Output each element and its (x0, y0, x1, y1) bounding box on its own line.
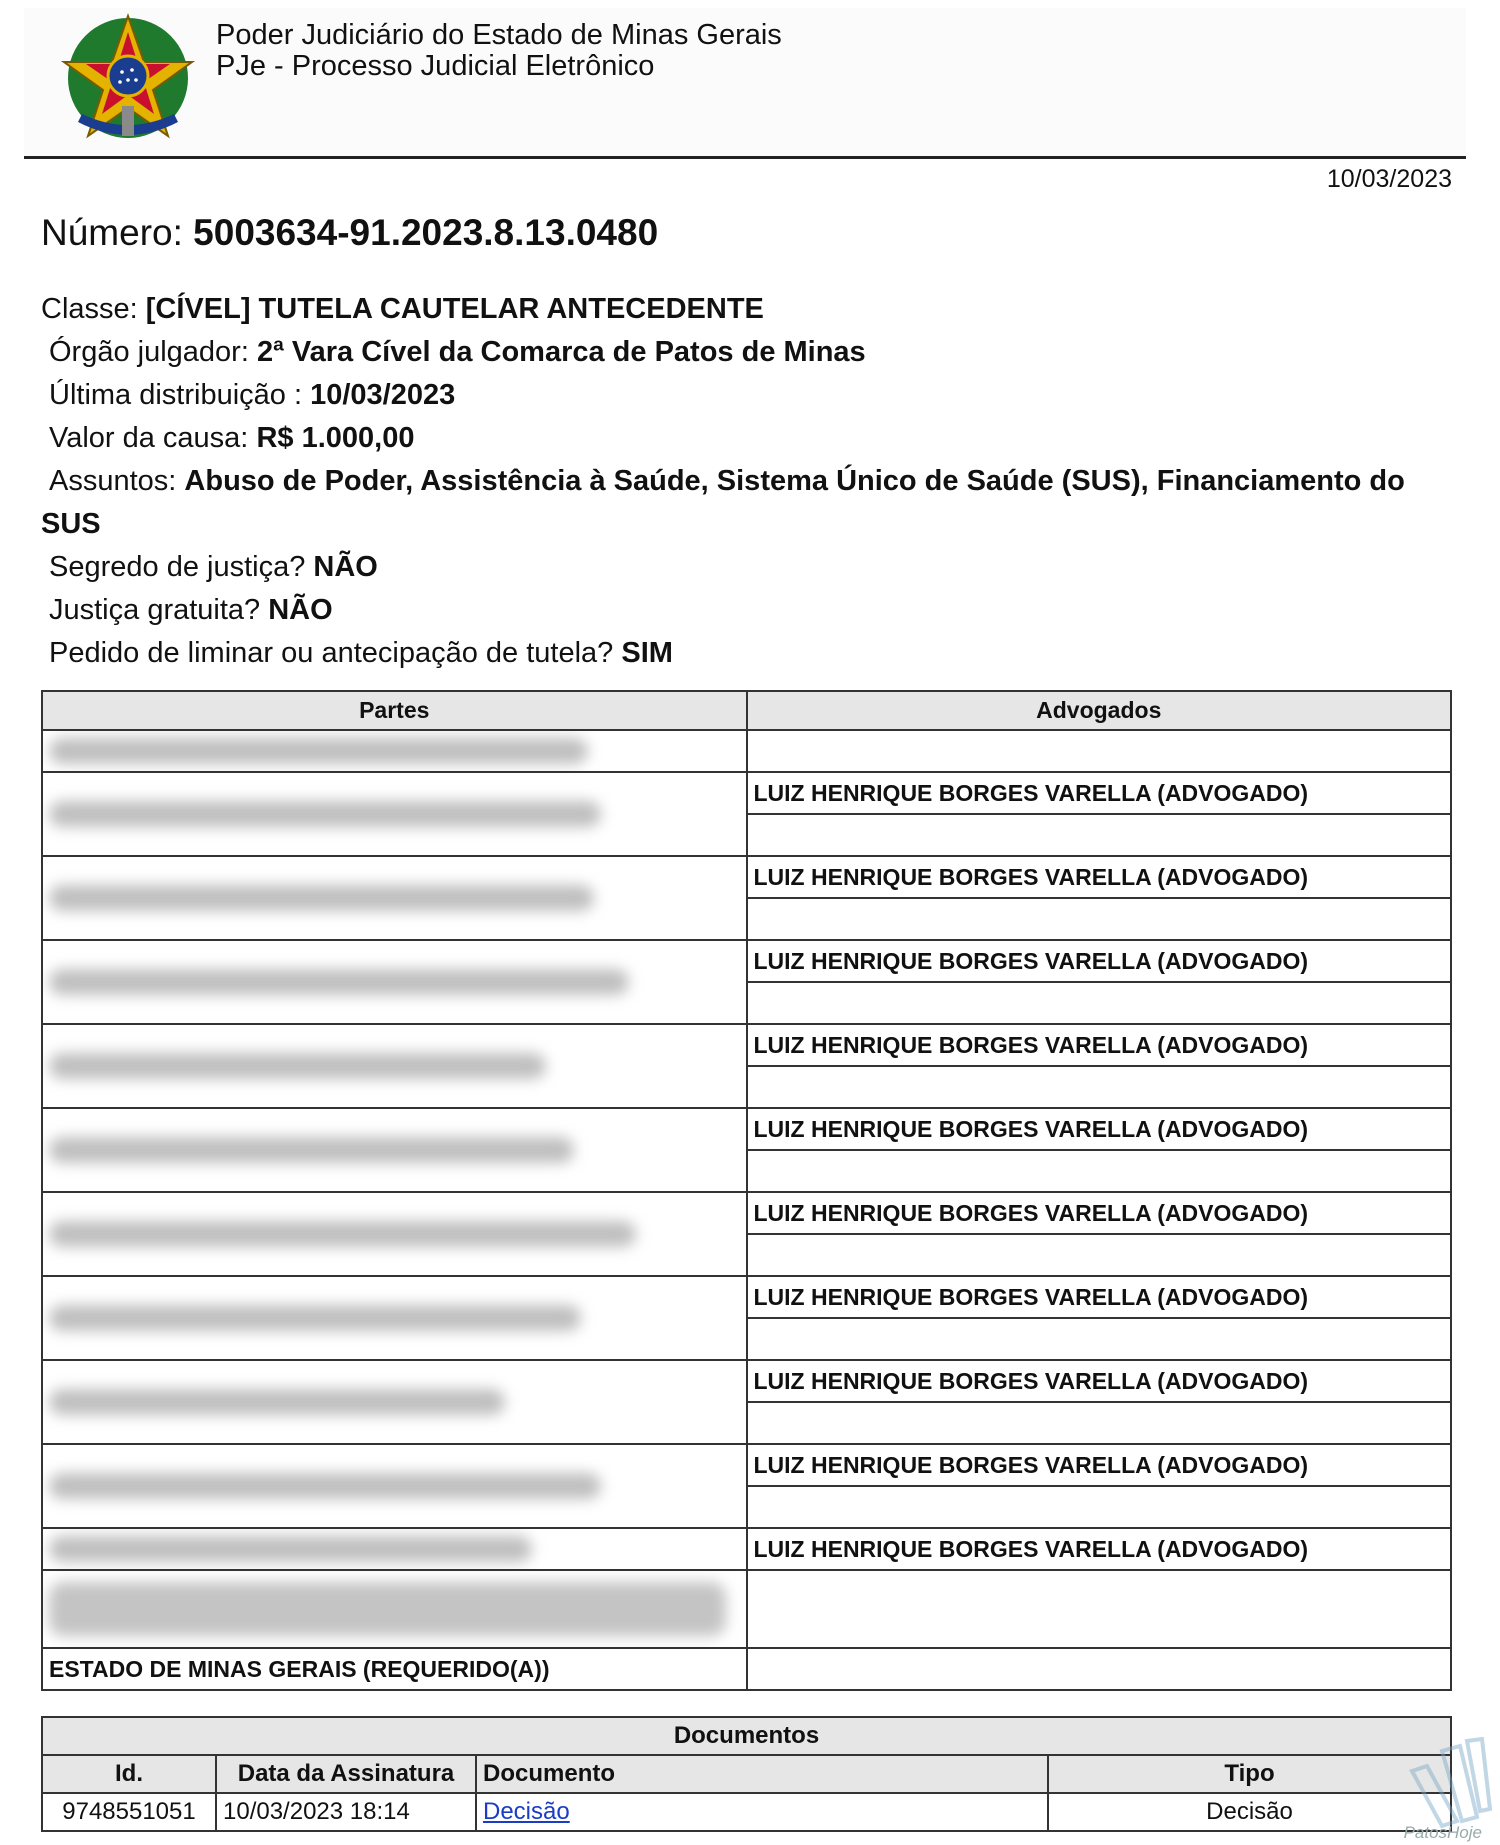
redacted-party (42, 940, 747, 1024)
table-row (42, 1360, 1451, 1402)
table-row (42, 1648, 1451, 1690)
tipo-header: Tipo (1048, 1755, 1451, 1793)
table-row (42, 1276, 1451, 1318)
advogado-cell: LUIZ HENRIQUE BORGES VARELLA (ADVOGADO) (747, 1192, 1452, 1234)
redacted-party (42, 856, 747, 940)
segredo-value: NÃO (313, 551, 378, 583)
advogado-cell: LUIZ HENRIQUE BORGES VARELLA (ADVOGADO) (747, 1528, 1452, 1570)
liminar-label: Pedido de liminar ou antecipação de tutela? (49, 637, 614, 669)
advogado-cell: LUIZ HENRIQUE BORGES VARELLA (ADVOGADO) (747, 1024, 1452, 1066)
redacted-party (42, 730, 747, 772)
id-header: Id. (42, 1755, 216, 1793)
distribuicao-value: 10/03/2023 (310, 379, 456, 411)
orgao-label: Órgão julgador: (49, 336, 249, 368)
orgao-value: 2ª Vara Cível da Comarca de Patos de Minas (256, 336, 866, 368)
advogado-cell: LUIZ HENRIQUE BORGES VARELLA (ADVOGADO) (747, 1444, 1452, 1486)
redacted-party (42, 1276, 747, 1360)
table-row (42, 1528, 1451, 1570)
table-row (42, 772, 1451, 814)
classe-label: Classe: (41, 293, 138, 325)
table-row (42, 940, 1451, 982)
advogado-cell: LUIZ HENRIQUE BORGES VARELLA (ADVOGADO) (747, 1276, 1452, 1318)
advogado-cell: LUIZ HENRIQUE BORGES VARELLA (ADVOGADO) (747, 772, 1452, 814)
brazil-coat-of-arms-icon (58, 10, 198, 150)
table-row (42, 1108, 1451, 1150)
table-row (42, 1192, 1451, 1234)
classe-value: [CÍVEL] TUTELA CAUTELAR ANTECEDENTE (145, 293, 764, 325)
documento-header: Documento (476, 1755, 1048, 1793)
page-header (24, 8, 1466, 159)
process-number-label: Número: (41, 212, 183, 253)
redacted-party (42, 1528, 747, 1570)
redacted-party (42, 1444, 747, 1528)
process-number (41, 212, 658, 254)
liminar-value: SIM (621, 637, 673, 669)
doc-tipo: Decisão (1048, 1793, 1451, 1831)
process-info (41, 288, 1461, 675)
distribuicao-label: Última distribuição : (49, 379, 303, 411)
redacted-party (42, 1024, 747, 1108)
doc-link[interactable]: Decisão (476, 1793, 1048, 1831)
party-estado-mg: ESTADO DE MINAS GERAIS (REQUERIDO(A)) (42, 1648, 747, 1690)
watermark-text: PatosHoje (1403, 1823, 1482, 1842)
gratuita-label: Justiça gratuita? (49, 594, 261, 626)
redacted-party (42, 772, 747, 856)
valor-value: R$ 1.000,00 (256, 422, 415, 454)
segredo-label: Segredo de justiça? (49, 551, 306, 583)
assuntos-value: Abuso de Poder, Assistência à Saúde, Sistema Único de Saúde (SUS), Financiamento do SUS (41, 465, 1405, 540)
table-row (42, 730, 1451, 772)
advogado-cell: LUIZ HENRIQUE BORGES VARELLA (ADVOGADO) (747, 1108, 1452, 1150)
table-row (42, 1570, 1451, 1648)
redacted-party (42, 1192, 747, 1276)
system-name: PJe - Processo Judicial Eletrônico (216, 50, 655, 82)
redacted-party (42, 1108, 747, 1192)
institution-name: Poder Judiciário do Estado de Minas Gerais (216, 19, 782, 51)
partes-table (41, 690, 1452, 1691)
doc-data: 10/03/2023 18:14 (216, 1793, 476, 1831)
doc-id: 9748551051 (42, 1793, 216, 1831)
advogado-cell: LUIZ HENRIQUE BORGES VARELLA (ADVOGADO) (747, 940, 1452, 982)
gratuita-value: NÃO (268, 594, 333, 626)
assuntos-label: Assuntos: (49, 465, 177, 497)
partes-header: Partes (42, 691, 747, 730)
advogados-header: Advogados (747, 691, 1452, 730)
documentos-table (41, 1716, 1452, 1832)
table-row (42, 1444, 1451, 1486)
advogado-cell: LUIZ HENRIQUE BORGES VARELLA (ADVOGADO) (747, 856, 1452, 898)
table-row (42, 1793, 1451, 1831)
redacted-party (42, 1360, 747, 1444)
table-row (42, 856, 1451, 898)
table-row (42, 1024, 1451, 1066)
valor-label: Valor da causa: (49, 422, 249, 454)
redacted-party (42, 1570, 747, 1648)
data-header: Data da Assinatura (216, 1755, 476, 1793)
print-date: 10/03/2023 (1326, 165, 1452, 193)
advogado-cell: LUIZ HENRIQUE BORGES VARELLA (ADVOGADO) (747, 1360, 1452, 1402)
documentos-title: Documentos (42, 1717, 1451, 1755)
process-number-value: 5003634-91.2023.8.13.0480 (193, 212, 659, 253)
